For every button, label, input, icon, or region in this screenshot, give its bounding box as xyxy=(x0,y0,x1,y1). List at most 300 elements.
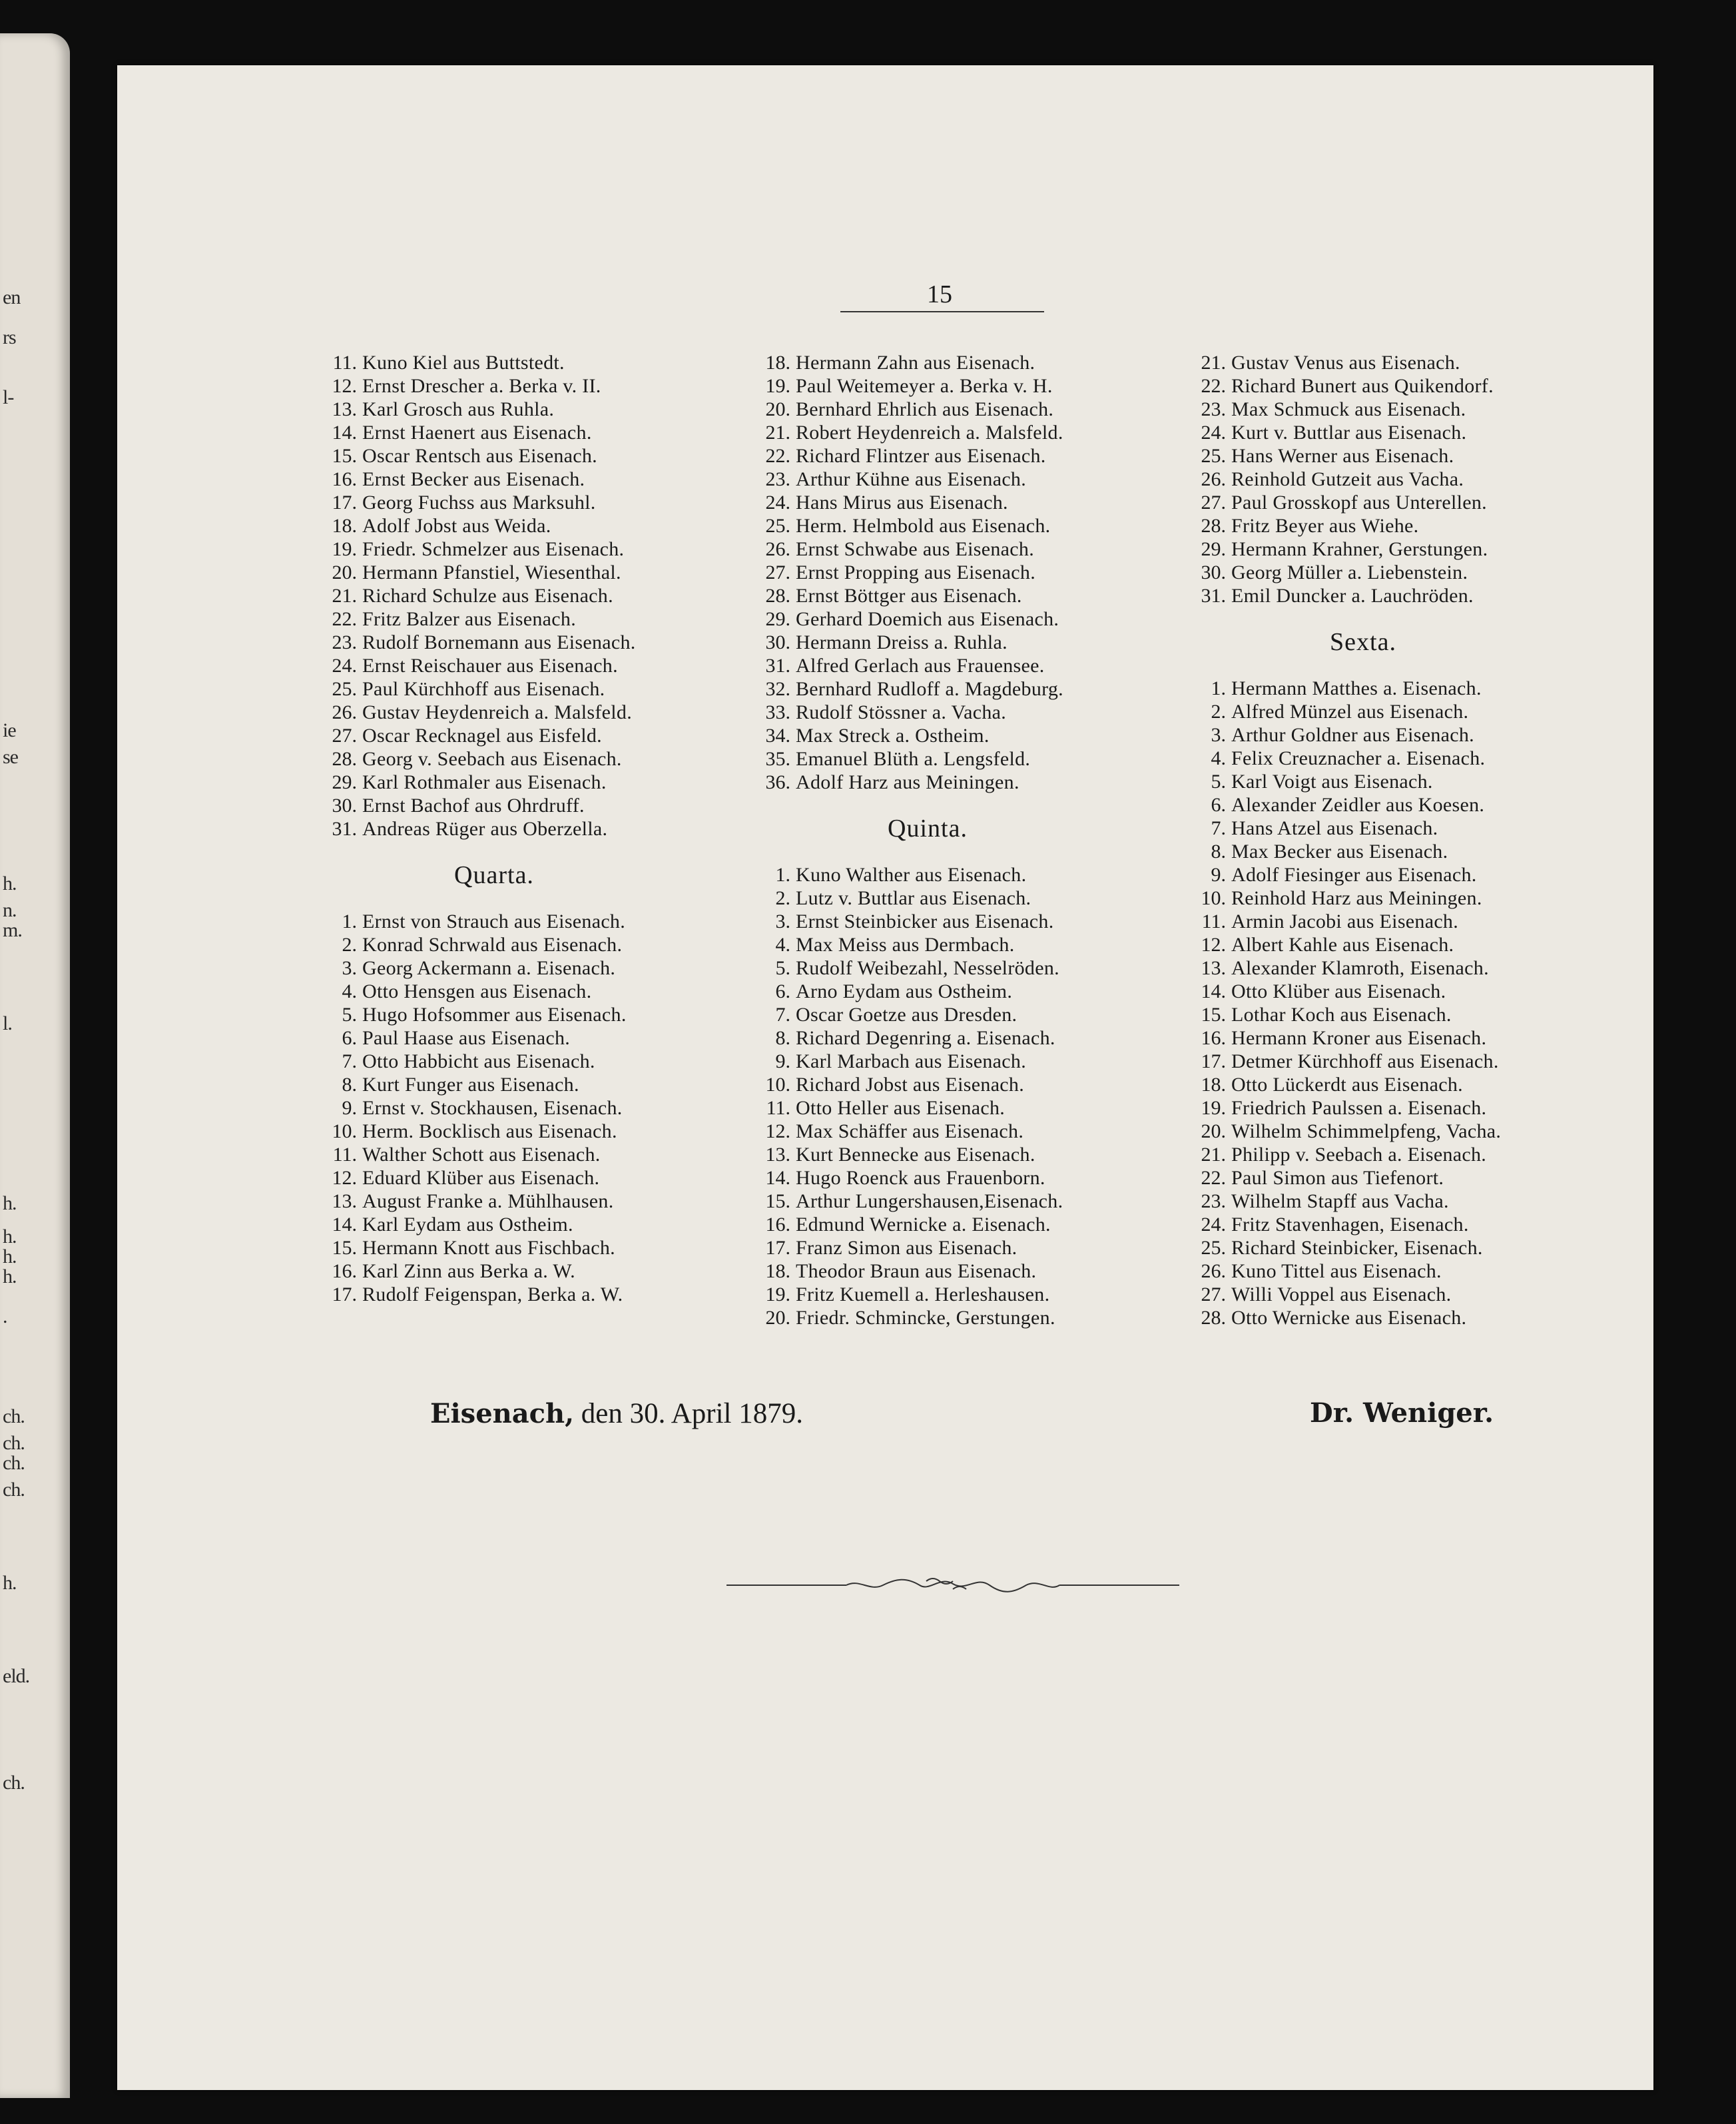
entry-name: Wilhelm Schimmelpfeng, Vacha. xyxy=(1231,1120,1502,1142)
list-item xyxy=(1183,584,1609,607)
entry-name: Ernst Reischauer aus Eisenach. xyxy=(362,655,618,677)
entry-name: Arthur Goldner aus Eisenach. xyxy=(1231,724,1474,746)
facing-page-text-fragment: ch. xyxy=(3,1405,25,1427)
facing-page-text-fragment: h. xyxy=(3,1245,17,1267)
entry-name: Kurt Funger aus Eisenach. xyxy=(362,1074,579,1096)
list-item xyxy=(748,421,1174,444)
entry-name: Adolf Harz aus Meiningen. xyxy=(796,771,1019,793)
entry-name: Fritz Balzer aus Eisenach. xyxy=(362,608,577,630)
entry-name: Georg v. Seebach aus Eisenach. xyxy=(362,748,622,770)
entry-number: 7. xyxy=(775,1004,790,1026)
list-item xyxy=(1183,1120,1609,1143)
entry-number: 25. xyxy=(1201,1237,1226,1259)
entry-number: 17. xyxy=(765,1237,790,1259)
entry-number: 23. xyxy=(1201,398,1226,420)
list-item xyxy=(748,863,1174,886)
entry-name: Karl Eydam aus Ostheim. xyxy=(362,1214,573,1236)
entry-number: 20. xyxy=(765,1307,790,1329)
list-item xyxy=(1183,980,1609,1003)
entry-name: Max Streck a. Ostheim. xyxy=(796,725,990,747)
facing-page-text-fragment: h. xyxy=(3,1226,17,1247)
entry-name: Lothar Koch aus Eisenach. xyxy=(1231,1004,1452,1026)
entry-name: Hans Atzel aus Eisenach. xyxy=(1231,817,1438,839)
entry-name: Eduard Klüber aus Eisenach. xyxy=(362,1167,600,1189)
entry-number: 35. xyxy=(765,748,790,770)
entry-name: Max Schmuck aus Eisenach. xyxy=(1231,398,1466,420)
entry-number: 30. xyxy=(332,795,357,817)
list-item xyxy=(1183,1003,1609,1026)
list-item xyxy=(748,398,1174,421)
list-item xyxy=(1183,1236,1609,1259)
entry-number: 32. xyxy=(765,678,790,700)
section-heading: Quarta. xyxy=(454,861,534,889)
entry-number: 16. xyxy=(332,468,357,490)
entry-name: Rudolf Stössner a. Vacha. xyxy=(796,701,1007,723)
entry-number: 4. xyxy=(775,934,790,956)
entry-number: 24. xyxy=(765,492,790,514)
entry-name: Herm. Bocklisch aus Eisenach. xyxy=(362,1120,617,1142)
entry-number: 26. xyxy=(765,538,790,560)
entry-name: Karl Marbach aus Eisenach. xyxy=(796,1050,1026,1072)
facing-page-text-fragment: h. xyxy=(3,1192,17,1214)
list-item xyxy=(314,421,740,444)
facing-page-text-fragment: n. xyxy=(3,899,17,921)
facing-page-text-fragment: l- xyxy=(3,386,14,408)
entry-name: Max Meiss aus Dermbach. xyxy=(796,934,1015,956)
entry-name: Paul Grosskopf aus Unterellen. xyxy=(1231,492,1487,514)
entry-name: Detmer Kürchhoff aus Eisenach. xyxy=(1231,1050,1499,1072)
entry-name: Oscar Goetze aus Dresden. xyxy=(796,1004,1017,1026)
entry-number: 16. xyxy=(332,1260,357,1282)
entry-number: 8. xyxy=(1211,841,1226,863)
list-item xyxy=(748,1120,1174,1143)
entry-name: Reinhold Harz aus Meiningen. xyxy=(1231,887,1482,909)
list-item xyxy=(748,1259,1174,1283)
list-item xyxy=(314,677,740,701)
facing-page-text-fragment: h. xyxy=(3,1265,17,1287)
entry-name: Armin Jacobi aus Eisenach. xyxy=(1231,910,1459,932)
entry-number: 25. xyxy=(765,515,790,537)
entry-name: Hermann Zahn aus Eisenach. xyxy=(796,352,1035,374)
entry-name: Otto Heller aus Eisenach. xyxy=(796,1097,1006,1119)
entry-name: Franz Simon aus Eisenach. xyxy=(796,1237,1017,1259)
list-item xyxy=(748,1143,1174,1166)
entry-number: 21. xyxy=(1201,1144,1226,1166)
list-item xyxy=(748,933,1174,956)
list-item xyxy=(314,1166,740,1190)
list-item xyxy=(1183,1190,1609,1213)
list-item xyxy=(748,1073,1174,1096)
entry-number: 6. xyxy=(342,1027,357,1049)
list-item xyxy=(314,980,740,1003)
list-item xyxy=(748,468,1174,491)
column-2 xyxy=(748,351,1174,1329)
facing-page-text-fragment: . xyxy=(3,1305,7,1327)
entry-name: Alexander Zeidler aus Koesen. xyxy=(1231,794,1485,816)
entry-name: Paul Haase aus Eisenach. xyxy=(362,1027,571,1049)
entry-name: Ernst Schwabe aus Eisenach. xyxy=(796,538,1034,560)
list-item xyxy=(1183,1306,1609,1329)
facing-page-text-fragment: eld. xyxy=(3,1665,30,1687)
entry-number: 12. xyxy=(332,375,357,397)
list-item xyxy=(1183,1073,1609,1096)
entry-number: 28. xyxy=(1201,1307,1226,1329)
list-item xyxy=(314,1096,740,1120)
list-item xyxy=(314,1073,740,1096)
entry-number: 3. xyxy=(775,910,790,932)
entry-number: 22. xyxy=(1201,1167,1226,1189)
entry-name: Adolf Fiesinger aus Eisenach. xyxy=(1231,864,1477,886)
facing-page-text-fragment: en xyxy=(3,286,21,308)
header-rule xyxy=(840,311,1044,312)
entry-name: Lutz v. Buttlar aus Eisenach. xyxy=(796,887,1031,909)
entry-number: 31. xyxy=(332,818,357,840)
entry-number: 27. xyxy=(765,561,790,583)
list-item xyxy=(314,794,740,817)
list-item xyxy=(314,1190,740,1213)
list-item xyxy=(314,817,740,841)
list-item xyxy=(1183,374,1609,398)
entry-name: Alexander Klamroth, Eisenach. xyxy=(1231,957,1489,979)
entry-name: Ernst Haenert aus Eisenach. xyxy=(362,422,592,444)
entry-name: Hermann Kroner aus Eisenach. xyxy=(1231,1027,1487,1049)
entry-name: Friedrich Paulssen a. Eisenach. xyxy=(1231,1097,1487,1119)
entry-number: 23. xyxy=(1201,1190,1226,1212)
entry-number: 1. xyxy=(1211,677,1226,699)
entry-number: 17. xyxy=(332,1283,357,1305)
entry-name: Otto Klüber aus Eisenach. xyxy=(1231,980,1446,1002)
entry-name: Richard Steinbicker, Eisenach. xyxy=(1231,1237,1483,1259)
entry-number: 15. xyxy=(765,1190,790,1212)
entry-name: Otto Habbicht aus Eisenach. xyxy=(362,1050,595,1072)
list-item xyxy=(1183,351,1609,374)
list-item xyxy=(748,1236,1174,1259)
closing-ornament xyxy=(726,1572,1179,1598)
list-item xyxy=(1183,444,1609,468)
list-item xyxy=(748,491,1174,514)
entry-name: Arno Eydam aus Ostheim. xyxy=(796,980,1013,1002)
entry-name: Fritz Kuemell a. Herleshausen. xyxy=(796,1283,1050,1305)
list-item xyxy=(314,537,740,561)
entry-name: Ernst Drescher a. Berka v. II. xyxy=(362,375,601,397)
entry-number: 2. xyxy=(1211,701,1226,723)
entry-number: 10. xyxy=(765,1074,790,1096)
list-item xyxy=(748,1213,1174,1236)
entry-name: Ernst Bachof aus Ohrdruff. xyxy=(362,795,585,817)
entry-name: Oscar Recknagel aus Eisfeld. xyxy=(362,725,602,747)
list-item xyxy=(314,561,740,584)
entry-name: Paul Simon aus Tiefenort. xyxy=(1231,1167,1444,1189)
list-item xyxy=(314,374,740,398)
list-item xyxy=(748,351,1174,374)
entry-name: Otto Hensgen aus Eisenach. xyxy=(362,980,592,1002)
list-item xyxy=(748,677,1174,701)
entry-name: Max Schäffer aus Eisenach. xyxy=(796,1120,1024,1142)
entry-name: Emil Duncker a. Lauchröden. xyxy=(1231,585,1474,607)
entry-number: 24. xyxy=(1201,1214,1226,1236)
entry-number: 17. xyxy=(1201,1050,1226,1072)
entry-number: 15. xyxy=(1201,1004,1226,1026)
list-item xyxy=(748,561,1174,584)
list-item xyxy=(748,631,1174,654)
entry-number: 28. xyxy=(765,585,790,607)
entry-number: 27. xyxy=(1201,492,1226,514)
list-item xyxy=(314,956,740,980)
entry-number: 6. xyxy=(1211,794,1226,816)
entry-number: 25. xyxy=(1201,445,1226,467)
list-item xyxy=(314,398,740,421)
date: den 30. April 1879. xyxy=(574,1398,803,1429)
list-item xyxy=(314,351,740,374)
entry-number: 11. xyxy=(332,1144,357,1166)
entry-number: 36. xyxy=(765,771,790,793)
entry-name: Emanuel Blüth a. Lengsfeld. xyxy=(796,748,1031,770)
entry-number: 34. xyxy=(765,725,790,747)
entry-name: Adolf Jobst aus Weida. xyxy=(362,515,551,537)
list-item xyxy=(314,1026,740,1050)
list-item xyxy=(748,1096,1174,1120)
entry-name: Friedr. Schmincke, Gerstungen. xyxy=(796,1307,1055,1329)
entry-number: 33. xyxy=(765,701,790,723)
entry-number: 15. xyxy=(332,445,357,467)
list-item xyxy=(1183,398,1609,421)
entry-number: 17. xyxy=(332,492,357,514)
entry-number: 22. xyxy=(332,608,357,630)
entry-name: Arthur Lungershausen,Eisenach. xyxy=(796,1190,1063,1212)
entry-number: 13. xyxy=(332,1190,357,1212)
document-page xyxy=(117,65,1653,2090)
entry-number: 8. xyxy=(775,1027,790,1049)
entry-number: 22. xyxy=(1201,375,1226,397)
entry-name: Hugo Roenck aus Frauenborn. xyxy=(796,1167,1045,1189)
list-item xyxy=(748,584,1174,607)
list-item xyxy=(748,654,1174,677)
list-item xyxy=(314,1236,740,1259)
list-item xyxy=(314,468,740,491)
entry-number: 14. xyxy=(332,422,357,444)
list-item xyxy=(1183,840,1609,863)
facing-page-text-fragment: ch. xyxy=(3,1479,25,1501)
list-item xyxy=(1183,886,1609,910)
entry-number: 19. xyxy=(765,1283,790,1305)
entry-name: Albert Kahle aus Eisenach. xyxy=(1231,934,1454,956)
entry-number: 5. xyxy=(342,1004,357,1026)
list-item xyxy=(1183,956,1609,980)
entry-name: Willi Voppel aus Eisenach. xyxy=(1231,1283,1452,1305)
list-item xyxy=(748,771,1174,794)
list-item xyxy=(314,491,740,514)
entry-name: Ernst Steinbicker aus Eisenach. xyxy=(796,910,1054,932)
entry-name: Georg Müller a. Liebenstein. xyxy=(1231,561,1468,583)
entry-number: 27. xyxy=(332,725,357,747)
entry-name: Rudolf Feigenspan, Berka a. W. xyxy=(362,1283,623,1305)
entry-number: 20. xyxy=(1201,1120,1226,1142)
list-item xyxy=(1183,1213,1609,1236)
entry-number: 9. xyxy=(775,1050,790,1072)
entry-number: 16. xyxy=(765,1214,790,1236)
facing-page-edge xyxy=(0,33,70,2098)
entry-number: 31. xyxy=(765,655,790,677)
entry-name: Hermann Krahner, Gerstungen. xyxy=(1231,538,1488,560)
list-item xyxy=(748,514,1174,537)
list-item xyxy=(1183,421,1609,444)
entry-number: 1. xyxy=(775,864,790,886)
entry-number: 28. xyxy=(332,748,357,770)
entry-name: Fritz Beyer aus Wiehe. xyxy=(1231,515,1419,537)
entry-name: Ernst Böttger aus Eisenach. xyxy=(796,585,1022,607)
entry-name: Richard Schulze aus Eisenach. xyxy=(362,585,613,607)
list-item xyxy=(314,1050,740,1073)
entry-name: Hermann Pfanstiel, Wiesenthal. xyxy=(362,561,621,583)
entry-number: 12. xyxy=(332,1167,357,1189)
list-item xyxy=(748,1283,1174,1306)
entry-number: 12. xyxy=(1201,934,1226,956)
entry-number: 7. xyxy=(1211,817,1226,839)
entry-number: 6. xyxy=(775,980,790,1002)
entry-name: Hermann Matthes a. Eisenach. xyxy=(1231,677,1482,699)
entry-number: 30. xyxy=(1201,561,1226,583)
list-item xyxy=(1183,514,1609,537)
list-item xyxy=(1183,677,1609,700)
facing-page-text-fragment: se xyxy=(3,746,18,768)
entry-number: 22. xyxy=(765,445,790,467)
entry-name: Konrad Schrwald aus Eisenach. xyxy=(362,934,623,956)
entry-name: Karl Rothmaler aus Eisenach. xyxy=(362,771,607,793)
entry-name: Kuno Walther aus Eisenach. xyxy=(796,864,1027,886)
entry-number: 20. xyxy=(332,561,357,583)
entry-number: 15. xyxy=(332,1237,357,1259)
entry-number: 29. xyxy=(1201,538,1226,560)
entry-name: Alfred Münzel aus Eisenach. xyxy=(1231,701,1469,723)
list-item xyxy=(314,584,740,607)
entry-name: Kuno Kiel aus Buttstedt. xyxy=(362,352,565,374)
list-item xyxy=(1183,1143,1609,1166)
entry-name: Karl Zinn aus Berka a. W. xyxy=(362,1260,575,1282)
entry-number: 2. xyxy=(342,934,357,956)
entry-name: Felix Creuznacher a. Eisenach. xyxy=(1231,747,1486,769)
entry-number: 9. xyxy=(1211,864,1226,886)
list-item xyxy=(1183,863,1609,886)
entry-name: Gerhard Doemich aus Eisenach. xyxy=(796,608,1059,630)
list-item xyxy=(314,1213,740,1236)
list-item xyxy=(1183,793,1609,817)
entry-number: 3. xyxy=(1211,724,1226,746)
page-number: 15 xyxy=(927,280,952,308)
place: Eisenach, xyxy=(430,1398,575,1429)
list-item xyxy=(748,956,1174,980)
entry-number: 19. xyxy=(765,375,790,397)
facing-page-text-fragment: ch. xyxy=(3,1452,25,1474)
entry-number: 28. xyxy=(1201,515,1226,537)
entry-number: 26. xyxy=(1201,1260,1226,1282)
entry-name: Philipp v. Seebach a. Eisenach. xyxy=(1231,1144,1487,1166)
entry-number: 26. xyxy=(332,701,357,723)
list-item xyxy=(748,1190,1174,1213)
entry-name: Arthur Kühne aus Eisenach. xyxy=(796,468,1027,490)
list-item xyxy=(1183,1050,1609,1073)
facing-page-text-fragment: l. xyxy=(3,1012,12,1034)
entry-number: 8. xyxy=(342,1074,357,1096)
list-item xyxy=(314,724,740,747)
entry-name: Richard Degenring a. Eisenach. xyxy=(796,1027,1055,1049)
list-item xyxy=(748,444,1174,468)
entry-name: Paul Kürchhoff aus Eisenach. xyxy=(362,678,605,700)
list-item xyxy=(1183,723,1609,747)
entry-number: 5. xyxy=(775,957,790,979)
facing-page-text-fragment: h. xyxy=(3,873,17,894)
list-item xyxy=(1183,1026,1609,1050)
entry-number: 11. xyxy=(332,352,357,374)
entry-name: Paul Weitemeyer a. Berka v. H. xyxy=(796,375,1053,397)
entry-name: Kurt Bennecke aus Eisenach. xyxy=(796,1144,1035,1166)
list-item xyxy=(748,374,1174,398)
entry-name: Robert Heydenreich a. Malsfeld. xyxy=(796,422,1063,444)
entry-number: 14. xyxy=(1201,980,1226,1002)
entry-number: 13. xyxy=(1201,957,1226,979)
list-item xyxy=(1183,770,1609,793)
list-item xyxy=(1183,700,1609,723)
list-item xyxy=(314,607,740,631)
list-item xyxy=(314,1143,740,1166)
entry-number: 11. xyxy=(1201,910,1226,932)
entry-name: Georg Fuchss aus Marksuhl. xyxy=(362,492,596,514)
entry-name: Hugo Hofsommer aus Eisenach. xyxy=(362,1004,627,1026)
list-item xyxy=(748,607,1174,631)
entry-name: Andreas Rüger aus Oberzella. xyxy=(362,818,608,840)
entry-number: 4. xyxy=(1211,747,1226,769)
section-heading: Quinta. xyxy=(888,815,968,843)
entry-number: 24. xyxy=(332,655,357,677)
entry-name: Hans Mirus aus Eisenach. xyxy=(796,492,1008,514)
list-item xyxy=(314,747,740,771)
list-item xyxy=(748,701,1174,724)
entry-number: 30. xyxy=(765,631,790,653)
entry-name: Bernhard Ehrlich aus Eisenach. xyxy=(796,398,1054,420)
entry-number: 21. xyxy=(332,585,357,607)
entry-name: Karl Grosch aus Ruhla. xyxy=(362,398,555,420)
entry-name: Kuno Tittel aus Eisenach. xyxy=(1231,1260,1442,1282)
entry-name: Alfred Gerlach aus Frauensee. xyxy=(796,655,1045,677)
list-item xyxy=(748,980,1174,1003)
entry-name: Rudolf Weibezahl, Nesselröden. xyxy=(796,957,1059,979)
list-item xyxy=(748,910,1174,933)
entry-number: 21. xyxy=(1201,352,1226,374)
entry-name: Hermann Knott aus Fischbach. xyxy=(362,1237,615,1259)
entry-name: Richard Bunert aus Quikendorf. xyxy=(1231,375,1494,397)
entry-name: Friedr. Schmelzer aus Eisenach. xyxy=(362,538,625,560)
entry-name: Georg Ackermann a. Eisenach. xyxy=(362,957,616,979)
entry-number: 18. xyxy=(1201,1074,1226,1096)
entry-number: 23. xyxy=(332,631,357,653)
list-item xyxy=(314,514,740,537)
list-item xyxy=(314,1259,740,1283)
list-item xyxy=(748,1003,1174,1026)
list-item xyxy=(748,1166,1174,1190)
entry-number: 29. xyxy=(765,608,790,630)
entry-name: Otto Wernicke aus Eisenach. xyxy=(1231,1307,1467,1329)
entry-number: 3. xyxy=(342,957,357,979)
entry-number: 21. xyxy=(765,422,790,444)
list-item xyxy=(1183,1096,1609,1120)
list-item xyxy=(1183,561,1609,584)
list-item xyxy=(314,771,740,794)
facing-page-text-fragment: ie xyxy=(3,719,16,741)
entry-name: Gustav Venus aus Eisenach. xyxy=(1231,352,1460,374)
entry-number: 18. xyxy=(765,352,790,374)
list-item xyxy=(314,654,740,677)
entry-number: 9. xyxy=(342,1097,357,1119)
entry-name: Rudolf Bornemann aus Eisenach. xyxy=(362,631,636,653)
